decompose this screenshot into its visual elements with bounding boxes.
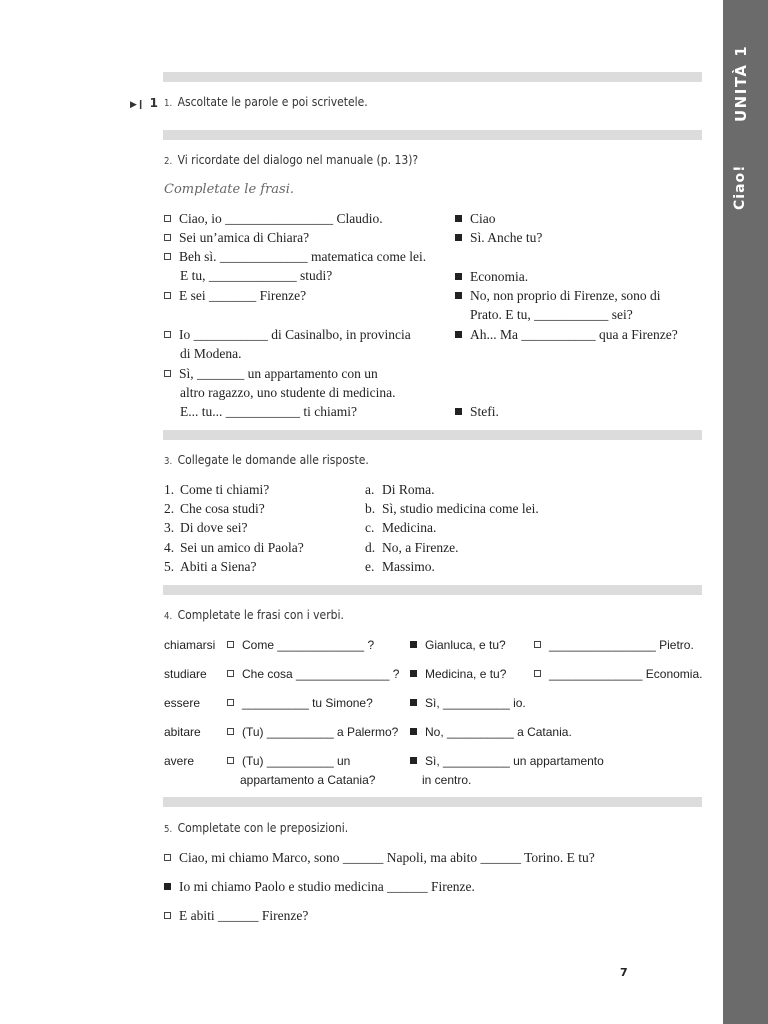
dialog-line-right: Prato. E tu, ___________ sei?	[470, 307, 633, 322]
dialog-line-left: E... tu... ___________ ti chiami?	[180, 404, 357, 419]
filled-square-bullet-icon	[164, 883, 171, 890]
section-divider	[163, 72, 702, 82]
verb-label: studiare	[164, 667, 207, 681]
open-square-bullet-icon	[164, 370, 171, 377]
open-square-bullet-icon	[227, 757, 234, 764]
dialog-line-right: Stefi.	[455, 404, 499, 420]
answer-letter: c.	[365, 520, 375, 535]
question-text: Come ti chiami?	[180, 482, 270, 497]
verb-label: abitare	[164, 725, 201, 739]
track-number: 1	[149, 96, 159, 110]
dialog-line-left: Io ___________ di Casinalbo, in provincia	[164, 327, 411, 343]
verb-label: avere	[164, 754, 195, 768]
question-number: 5.	[164, 559, 175, 574]
exercise-question: Che cosa ______________ ?	[227, 667, 399, 681]
question-number: 2.	[164, 501, 175, 516]
open-square-bullet-icon	[164, 253, 171, 260]
open-square-bullet-icon	[164, 331, 171, 338]
exercise-answer: No, __________ a Catania.	[410, 725, 572, 739]
sidebar-labels	[723, 0, 768, 220]
filled-square-bullet-icon	[410, 757, 417, 764]
dialog-line-left: E sei _______ Firenze?	[164, 288, 306, 304]
exercise-answer-continued: in centro.	[422, 773, 472, 787]
dialog-line-left: Sì, _______ un appartamento con un	[164, 366, 378, 382]
dialog-line-right: Sì. Anche tu?	[455, 230, 542, 246]
exercise-question: (Tu) __________ a Palermo?	[227, 725, 398, 739]
exercise-question: Come _____________ ?	[227, 638, 374, 652]
verb-label: essere	[164, 696, 201, 710]
open-square-bullet-icon	[227, 670, 234, 677]
filled-square-bullet-icon	[410, 670, 417, 677]
exercise-answer: Gianluca, e tu?	[410, 638, 506, 652]
exercise-question-continued: appartamento a Catania?	[240, 773, 376, 787]
dialog-line-right: Economia.	[455, 269, 528, 285]
dialog-line-left: E tu, _____________ studi?	[180, 268, 333, 283]
dialog-line-left: altro ragazzo, uno studente di medicina.	[180, 385, 396, 400]
open-square-bullet-icon	[227, 728, 234, 735]
answer-text: Di Roma.	[382, 482, 435, 497]
open-square-bullet-icon	[164, 292, 171, 299]
preposition-line: E abiti ______ Firenze?	[164, 908, 308, 924]
play-pause-icon: ▶❙	[130, 100, 145, 110]
filled-square-bullet-icon	[455, 215, 462, 222]
exercise-1-heading: 1. Ascoltate le parole e poi scrivetele.	[164, 95, 368, 109]
open-square-bullet-icon	[534, 641, 541, 648]
unit-label: UNITÀ 1	[732, 44, 750, 122]
dialog-line-left: Beh sì. _____________ matematica come lei.	[164, 249, 426, 265]
open-square-bullet-icon	[164, 234, 171, 241]
exercise-3-heading: 3. Collegate le domande alle risposte.	[164, 453, 369, 467]
answer-text: No, a Firenze.	[382, 540, 459, 555]
page-number: 7	[620, 966, 628, 979]
dialog-line-right: Ciao	[455, 211, 496, 227]
filled-square-bullet-icon	[410, 699, 417, 706]
question-number: 4.	[164, 540, 175, 555]
audio-track-marker[interactable]	[130, 96, 158, 110]
open-square-bullet-icon	[164, 912, 171, 919]
exercise-5-heading: 5. Completate con le preposizioni.	[164, 821, 349, 835]
preposition-line: Io mi chiamo Paolo e studio medicina ______ Firenze.	[164, 879, 475, 895]
open-square-bullet-icon	[534, 670, 541, 677]
filled-square-bullet-icon	[455, 408, 462, 415]
answer-letter: b.	[365, 501, 376, 516]
filled-square-bullet-icon	[455, 273, 462, 280]
section-divider	[163, 430, 702, 440]
section-divider	[163, 797, 702, 807]
question-number: 3.	[164, 520, 175, 535]
question-text: Sei un amico di Paola?	[180, 540, 304, 555]
dialog-line-left: Sei un’amica di Chiara?	[164, 230, 309, 246]
exercise-2-heading: 2. Vi ricordate del dialogo nel manuale (p. 13)?	[164, 153, 419, 167]
unit-title: Ciao!	[732, 164, 748, 210]
dialog-line-right: No, non proprio di Firenze, sono di	[455, 288, 660, 304]
answer-text: Massimo.	[382, 559, 435, 574]
dialog-line-left: Ciao, io ________________ Claudio.	[164, 211, 383, 227]
answer-text: Sì, studio medicina come lei.	[382, 501, 539, 516]
filled-square-bullet-icon	[410, 641, 417, 648]
answer-letter: e.	[365, 559, 375, 574]
exercise-reply: ______________ Economia.	[534, 667, 702, 681]
question-number: 1.	[164, 482, 175, 497]
filled-square-bullet-icon	[455, 234, 462, 241]
exercise-question: __________ tu Simone?	[227, 696, 373, 710]
exercise-2-subtitle: Completate le frasi.	[164, 182, 295, 197]
preposition-line: Ciao, mi chiamo Marco, sono ______ Napoli, ma abito ______ Torino. E tu?	[164, 850, 595, 866]
open-square-bullet-icon	[164, 215, 171, 222]
answer-letter: a.	[365, 482, 375, 497]
question-text: Di dove sei?	[180, 520, 248, 535]
question-text: Abiti a Siena?	[180, 559, 257, 574]
exercise-answer: Medicina, e tu?	[410, 667, 506, 681]
question-text: Che cosa studi?	[180, 501, 265, 516]
answer-letter: d.	[365, 540, 376, 555]
exercise-question: (Tu) __________ un	[227, 754, 350, 768]
filled-square-bullet-icon	[455, 331, 462, 338]
open-square-bullet-icon	[227, 699, 234, 706]
filled-square-bullet-icon	[410, 728, 417, 735]
answer-text: Medicina.	[382, 520, 437, 535]
open-square-bullet-icon	[227, 641, 234, 648]
section-divider	[163, 585, 702, 595]
exercise-reply: ________________ Pietro.	[534, 638, 694, 652]
verb-label: chiamarsi	[164, 638, 216, 652]
exercise-4-heading: 4. Completate le frasi con i verbi.	[164, 608, 344, 622]
filled-square-bullet-icon	[455, 292, 462, 299]
dialog-line-left: di Modena.	[180, 346, 242, 361]
section-divider	[163, 130, 702, 140]
open-square-bullet-icon	[164, 854, 171, 861]
dialog-line-right: Ah... Ma ___________ qua a Firenze?	[455, 327, 678, 343]
exercise-answer: Sì, __________ un appartamento	[410, 754, 604, 768]
exercise-answer: Sì, __________ io.	[410, 696, 526, 710]
